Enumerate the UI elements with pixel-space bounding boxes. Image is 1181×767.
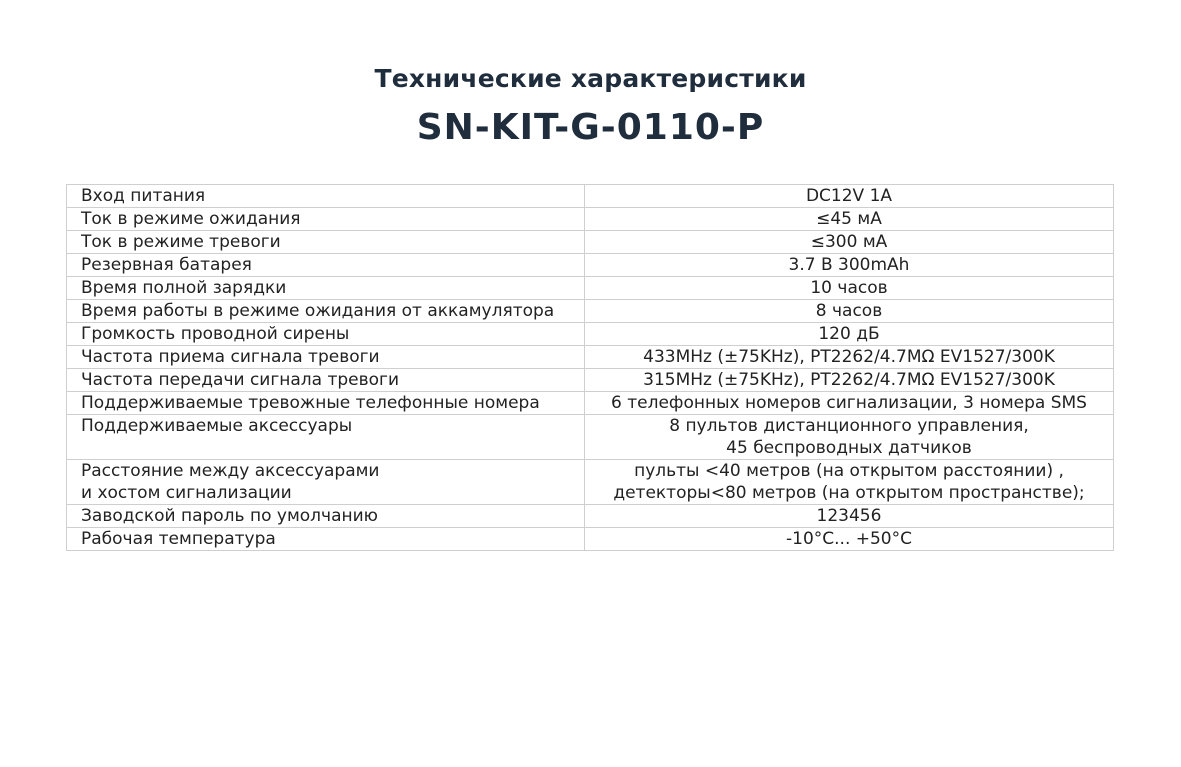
- spec-parameter-label: Заводской пароль по умолчанию: [81, 506, 378, 526]
- spec-parameter-label: Частота приема сигнала тревоги: [81, 347, 380, 367]
- spec-value: ≤300 мА: [810, 232, 888, 252]
- table-row: [67, 231, 1114, 254]
- spec-value: 433MHz (±75KHz), PT2262/4.7MΩ EV1527/300K: [643, 347, 1055, 367]
- table-row: [67, 323, 1114, 346]
- spec-value-cell: [585, 208, 1114, 231]
- table-row: [67, 505, 1114, 528]
- spec-value: детекторы<80 метров (на открытом пространстве);: [613, 483, 1085, 503]
- spec-value-cell: [585, 415, 1114, 460]
- spec-parameter-cell: [67, 231, 585, 254]
- table-row: [67, 415, 1114, 460]
- spec-parameter-cell: [67, 300, 585, 323]
- spec-parameter-cell: [67, 254, 585, 277]
- spec-value: 8 часов: [815, 301, 883, 321]
- spec-parameter-label: Расстояние между аксессуарами: [81, 461, 380, 481]
- spec-parameter-label: Вход питания: [81, 186, 206, 206]
- spec-parameter-label: Резервная батарея: [81, 255, 252, 275]
- spec-parameter-label: Рабочая температура: [81, 529, 276, 549]
- spec-value-cell: [585, 300, 1114, 323]
- table-row: [67, 208, 1114, 231]
- spec-value-cell: [585, 460, 1114, 505]
- table-row: [67, 460, 1114, 505]
- spec-parameter-cell: [67, 208, 585, 231]
- table-row: [67, 392, 1114, 415]
- spec-value: 315MHz (±75KHz), PT2262/4.7MΩ EV1527/300K: [643, 370, 1055, 390]
- table-row: [67, 300, 1114, 323]
- spec-parameter-label: Поддерживаемые тревожные телефонные номера: [81, 393, 540, 413]
- spec-parameter-cell: [67, 346, 585, 369]
- spec-value: 6 телефонных номеров сигнализации, 3 номера SMS: [611, 393, 1087, 413]
- spec-parameter-cell: [67, 185, 585, 208]
- page-title: Технические характеристики: [374, 64, 807, 93]
- model-number: SN-KIT-G-0110-P: [416, 107, 765, 148]
- spec-parameter-label: Поддерживаемые аксессуары: [81, 416, 353, 436]
- spec-value: 120 дБ: [818, 324, 880, 344]
- spec-value: DC12V 1A: [805, 186, 893, 206]
- spec-parameter-cell: [67, 369, 585, 392]
- spec-value-cell: [585, 369, 1114, 392]
- spec-parameter-cell: [67, 415, 585, 460]
- spec-value: 10 часов: [810, 278, 888, 298]
- spec-parameter-label: Время работы в режиме ожидания от аккамулятора: [81, 301, 555, 321]
- spec-parameter-cell: [67, 528, 585, 551]
- spec-value-cell: [585, 231, 1114, 254]
- spec-parameter-cell: [67, 277, 585, 300]
- spec-parameter-label: Ток в режиме тревоги: [81, 232, 281, 252]
- spec-value: 45 беспроводных датчиков: [726, 438, 972, 458]
- spec-value: 8 пультов дистанционного управления,: [669, 416, 1029, 436]
- spec-parameter-cell: [67, 505, 585, 528]
- spec-value: 123456: [816, 506, 882, 526]
- spec-value: -10°C... +50°C: [786, 529, 912, 549]
- specs-table: [66, 184, 1114, 551]
- table-row: [67, 346, 1114, 369]
- spec-value-cell: [585, 323, 1114, 346]
- spec-parameter-label: Частота передачи сигнала тревоги: [81, 370, 400, 390]
- spec-parameter-cell: [67, 460, 585, 505]
- table-row: [67, 254, 1114, 277]
- specs-table-body: [67, 185, 1114, 551]
- spec-parameter-label: и хостом сигнализации: [81, 483, 292, 503]
- spec-parameter-cell: [67, 392, 585, 415]
- spec-value-cell: [585, 277, 1114, 300]
- table-row: [67, 369, 1114, 392]
- spec-value-cell: [585, 346, 1114, 369]
- spec-value: ≤45 мА: [816, 209, 882, 229]
- spec-value-cell: [585, 505, 1114, 528]
- spec-value: 3.7 В 300mAh: [788, 255, 910, 275]
- spec-value-cell: [585, 254, 1114, 277]
- spec-parameter-label: Время полной зарядки: [81, 278, 287, 298]
- table-row: [67, 185, 1114, 208]
- spec-value-cell: [585, 185, 1114, 208]
- spec-parameter-label: Ток в режиме ожидания: [81, 209, 301, 229]
- spec-value-cell: [585, 528, 1114, 551]
- spec-parameter-cell: [67, 323, 585, 346]
- spec-value: пульты <40 метров (на открытом расстоянии) ,: [634, 461, 1064, 481]
- table-row: [67, 528, 1114, 551]
- spec-value-cell: [585, 392, 1114, 415]
- table-row: [67, 277, 1114, 300]
- spec-parameter-label: Громкость проводной сирены: [81, 324, 350, 344]
